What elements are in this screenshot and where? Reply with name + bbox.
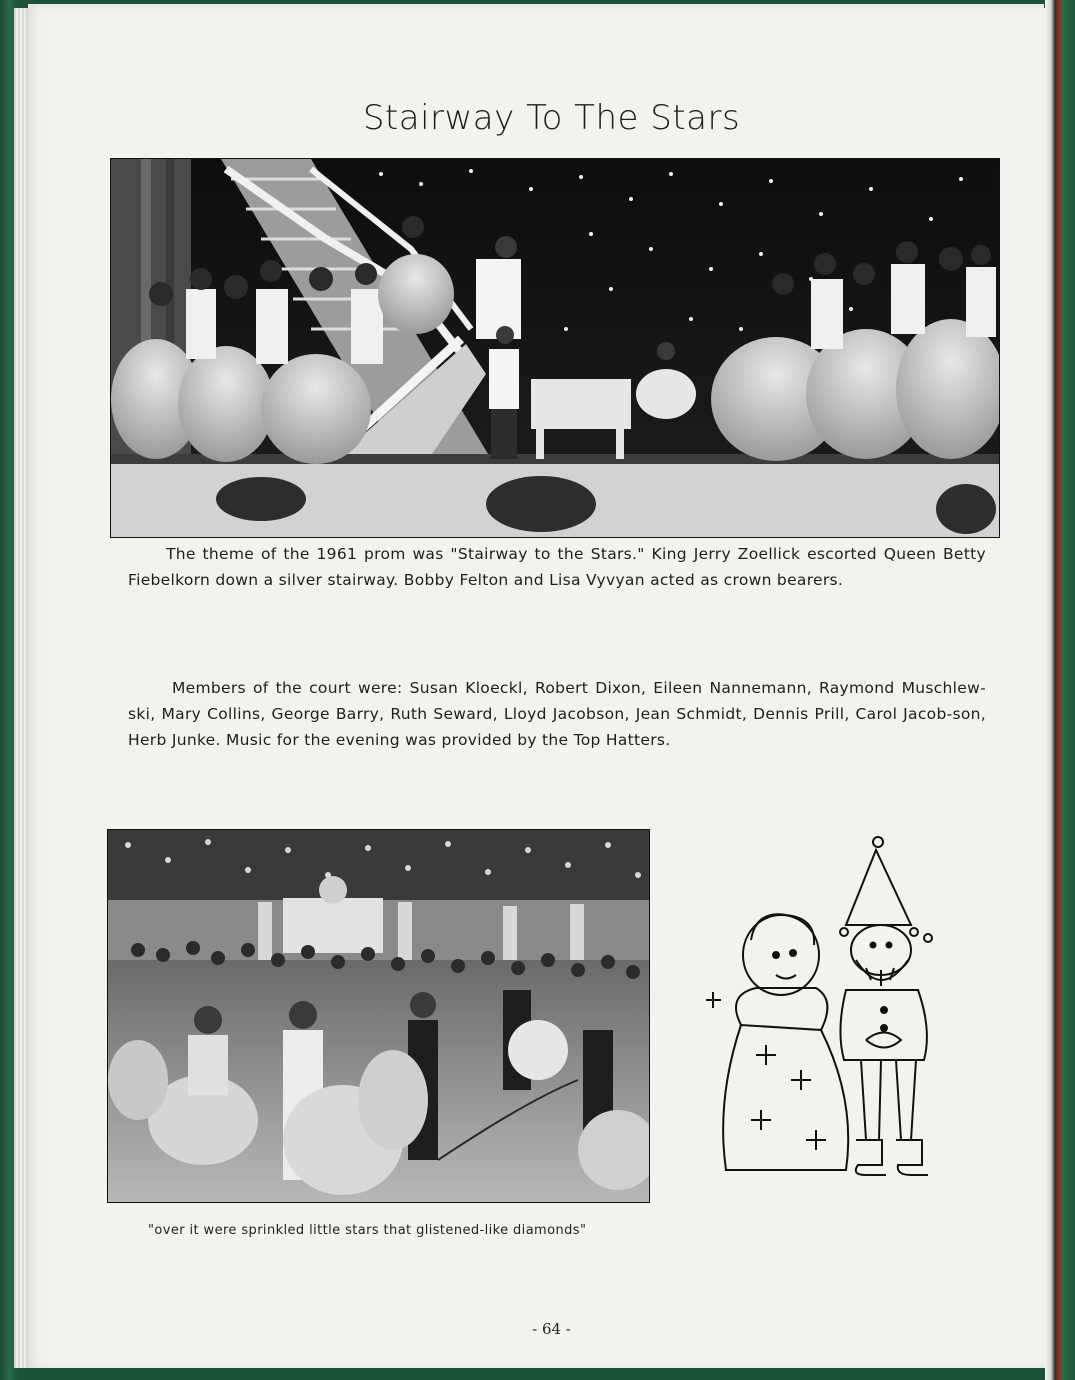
court-members-caption: Members of the court were: Susan Kloeckl, Robert Dixon, Eileen Nannemann, Raymond Muschlew-ski, Mary Collins, George Barry, Ruth Seward, Lloyd Jacobson, Jean Schmidt, Dennis Prill, Carol Jacob-son, Herb Junke. Music for the evening was provided by the Top Hatters. <box>128 679 986 749</box>
dance-photo-art <box>108 830 649 1202</box>
stage-photo-art <box>111 159 999 537</box>
dance-photo-caption: "over it were sprinkled little stars that glistened-like diamonds" <box>148 1223 587 1238</box>
page-number: - 64 - <box>532 1320 571 1338</box>
book-spine-right <box>1045 0 1075 1380</box>
couple-cartoon-drawing <box>696 830 976 1200</box>
page-title: Stairway To The Stars <box>362 98 741 138</box>
stage-stairway-photo <box>110 158 1000 538</box>
dance-floor-photo <box>107 829 650 1203</box>
prom-theme-caption: The theme of the 1961 prom was "Stairway to the Stars." King Jerry Zoellick escorted Queen Betty Fiebelkorn down a silver stairway. Bobby Felton and Lisa Vyvyan acted as crown bearers. <box>128 545 986 589</box>
